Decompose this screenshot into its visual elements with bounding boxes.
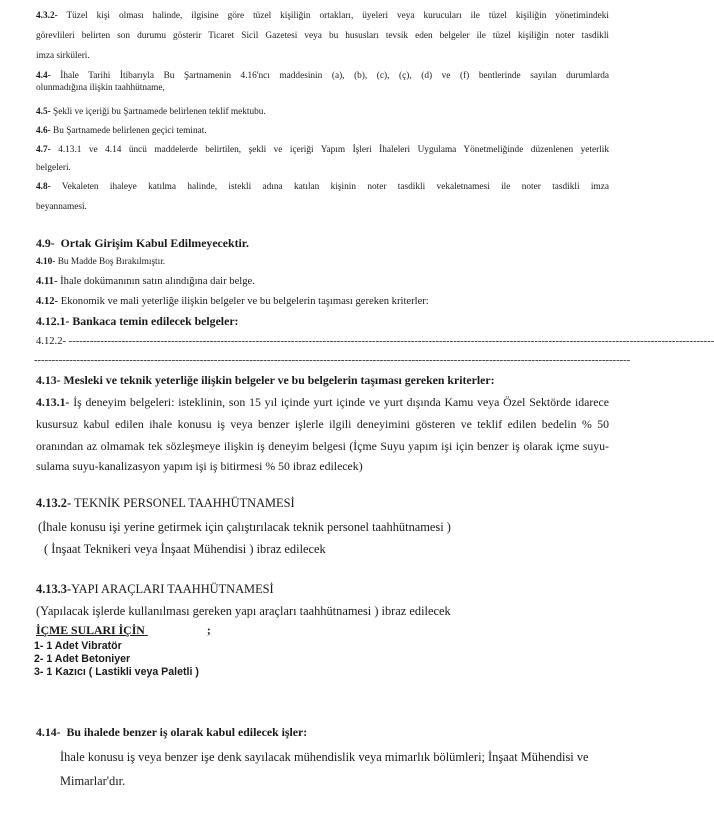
item-4-13-1-line-3: oranından az olmamak tek sözleşmeye ilişkin iş deneyim belgesi (İçme Suyu yapım işi için benzer iş olarak içme suyu-	[36, 439, 609, 453]
item-4-13-1-line-1: 4.13.1- İş deneyim belgeleri: isteklinin, son 15 yıl içinde yurt içinde ve yurt dışında Kamu veya Özel Sektörde idarece	[36, 395, 609, 409]
icme-sulari-heading: İÇME SULARI İÇİN ;	[36, 623, 211, 637]
item-4-14-line-2: Mimarlar'dır.	[60, 774, 126, 788]
item-4-11: 4.11- İhale dokümanının satın alındığına dair belge.	[36, 276, 255, 287]
item-4-13-2-line-1: (İhale konusu işi yerine getirmek için çalıştırılacak teknik personel taahhütnamesi )	[38, 520, 451, 534]
item-4-10: 4.10- Bu Madde Boş Bırakılmıştır.	[36, 257, 166, 267]
item-4-3-2-line-1: 4.3.2- Tüzel kişi olması halinde, ilgisine göre tüzel kişiliğin ortakları, üyeleri veya kurucuları ile tüzel kişiliğin yönetimindeki	[36, 11, 609, 21]
item-4-13-1-line-4: sulama suyu-kanalizasyon yapım işi iş bitirmesi % 50 ibraz edilecek)	[36, 459, 363, 473]
item-4-7-line-2: belgeleri.	[36, 163, 71, 173]
item-4-4-line-2: olunmadığına ilişkin taahhütname,	[36, 83, 165, 93]
item-4-13-1-line-2: kusursuz kabul edilen ihale konusu iş veya benzer işlerle ilgili deneyimini gösteren ve teklif edilen bedelin % 50	[36, 417, 609, 431]
item-4-5: 4.5- Şekli ve içeriği bu Şartnamede belirlenen teklif mektubu.	[36, 107, 266, 117]
item-4-9: 4.9- Ortak Girişim Kabul Edilmeyecektir.	[36, 236, 249, 250]
item-4-13-2-title: 4.13.2- TEKNİK PERSONEL TAAHHÜTNAMESİ	[36, 496, 295, 510]
icme-item-1: 1- 1 Adet Vibratör	[34, 640, 122, 652]
item-4-14: 4.14- Bu ihalede benzer iş olarak kabul edilecek işler:	[36, 725, 308, 739]
item-4-13-2-line-2: ( İnşaat Teknikeri veya İnşaat Mühendisi ) ibraz edilecek	[44, 542, 326, 556]
item-4-6: 4.6- Bu Şartnamede belirlenen geçici teminat.	[36, 126, 207, 136]
item-4-8-line-1: 4.8- Vekaleten ihaleye katılma halinde, istekli adına katılan kişinin noter tasdikli vekaletnamesi ile noter tasdikli imza	[36, 182, 610, 192]
dashed-separator: -------------------------------------------------------------------------------------------------------------------------------------------------------------------------	[34, 355, 631, 366]
item-4-14-line-1: İhale konusu iş veya benzer işe denk sayılacak mühendislik veya mimarlık bölümleri; İnşaat Mühendisi ve	[60, 750, 589, 764]
item-4-13-3-line-1: (Yapılacak işlerde kullanılması gereken yapı araçları taahhütnamesi ) ibraz edilecek	[36, 604, 451, 618]
icme-item-2: 2- 1 Adet Betoniyer	[34, 653, 131, 665]
item-4-3-2-line-2: görevlileri belirten son durumu gösterir Ticaret Sicil Gazetesi veya bu hususları tevsik eden belgeler ile tüzel kişiliğin noter tasdikli	[36, 31, 609, 41]
item-4-12: 4.12- Ekonomik ve mali yeterliğe ilişkin belgeler ve bu belgelerin taşıması gereken kriterler:	[36, 296, 429, 307]
item-4-7-line-1: 4.7- 4.13.1 ve 4.14 üncü maddelerde belirtilen, şekli ve içeriği Yapım İşleri İhaleleri Uygulama Yönetmeliğinde düzenlenen yeterlik	[36, 145, 609, 155]
item-4-3-2-line-3: imza sirküleri.	[36, 51, 90, 61]
item-4-12-1: 4.12.1- Bankaca temin edilecek belgeler:	[36, 314, 239, 328]
item-4-12-2: 4.12.2- ---------------------------------------------------------------------------------------------------------------------------------------------------------------------------------------	[36, 336, 714, 347]
item-4-4-line-1: 4.4- İhale Tarihi İtibarıyla Bu Şartnamenin 4.16'ncı maddesinin (a), (b), (c), (ç), (d) ve (f) bentlerinde sayılan durumlarda	[36, 71, 609, 81]
icme-item-3: 3- 1 Kazıcı ( Lastikli veya Paletli )	[34, 666, 199, 678]
item-4-8-line-2: beyannamesi.	[36, 202, 87, 212]
item-4-13-3-title: 4.13.3-YAPI ARAÇLARI TAAHHÜTNAMESİ	[36, 582, 274, 596]
item-4-13: 4.13- Mesleki ve teknik yeterliğe ilişkin belgeler ve bu belgelerin taşıması gereken kriterler:	[36, 373, 495, 387]
